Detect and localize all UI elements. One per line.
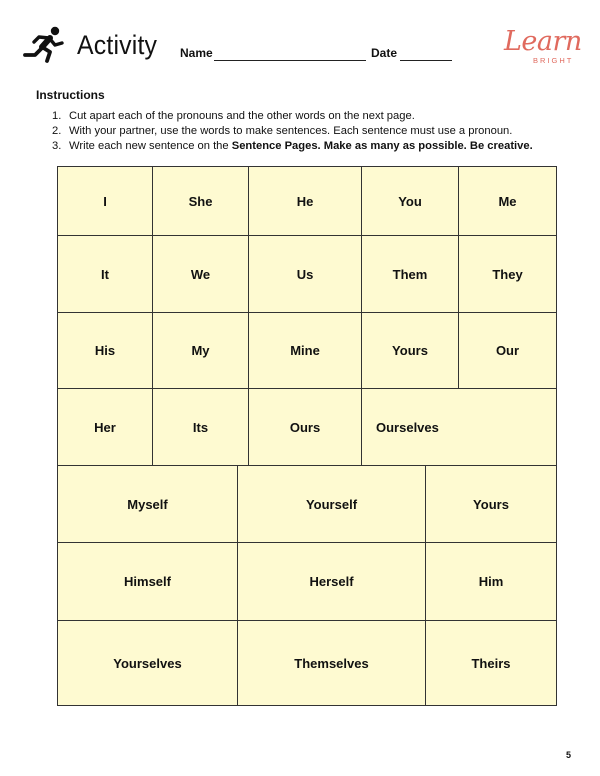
instruction-emphasis: Make as many as possible. Be creative.: [320, 140, 533, 152]
learn-bright-logo: Learn: [504, 26, 582, 57]
word-card[interactable]: Themselves: [238, 621, 426, 705]
word-card[interactable]: Himself: [58, 543, 238, 621]
word-card[interactable]: I: [58, 167, 153, 236]
word-card[interactable]: They: [459, 236, 556, 313]
word-card[interactable]: Our: [459, 313, 556, 389]
name-field[interactable]: [214, 60, 366, 61]
word-card[interactable]: Myself: [58, 466, 238, 543]
word-card[interactable]: Yours: [362, 313, 459, 389]
instruction-item: 2. With your partner, use the words to make sentences. Each sentence must use a pronoun.: [52, 125, 513, 137]
word-card[interactable]: Them: [362, 236, 459, 313]
logo-subtitle: BRIGHT: [533, 56, 574, 65]
word-card[interactable]: Her: [58, 389, 153, 466]
page-number: 5: [566, 750, 572, 760]
activity-title: Activity: [77, 30, 158, 60]
word-card[interactable]: Theirs: [471, 655, 511, 671]
word-card[interactable]: Him: [426, 543, 556, 621]
name-label: Name: [180, 46, 213, 60]
word-card[interactable]: Yourselves: [58, 621, 238, 705]
word-card[interactable]: My: [153, 313, 249, 389]
word-card[interactable]: Yourself: [238, 466, 426, 543]
instruction-item: 3. Write each new sentence on the Sentence Pages. Make as many as possible. Be creative.: [52, 140, 533, 152]
word-card[interactable]: Herself: [238, 543, 426, 621]
instruction-emphasis: Sentence Pages.: [231, 140, 321, 152]
word-card[interactable]: Us: [249, 236, 362, 313]
instructions-list: [52, 109, 533, 154]
instruction-item: 1. Cut apart each of the pronouns and the other words on the next page.: [52, 110, 415, 122]
word-card[interactable]: You: [362, 167, 459, 236]
word-card[interactable]: Mine: [249, 313, 362, 389]
word-card[interactable]: She: [153, 167, 249, 236]
word-card[interactable]: His: [58, 313, 153, 389]
instruction-text: Cut apart each of the pronouns and the other words on the next page.: [69, 110, 415, 122]
running-person-icon: [22, 26, 66, 64]
word-card[interactable]: We: [153, 236, 249, 313]
date-field[interactable]: [400, 60, 452, 61]
word-card[interactable]: He: [249, 167, 362, 236]
worksheet-header: [0, 0, 600, 80]
word-card[interactable]: Yours: [426, 466, 556, 543]
instruction-text: Write each new sentence on the: [69, 140, 232, 152]
word-card[interactable]: Its: [153, 389, 249, 466]
word-card[interactable]: Ours: [249, 389, 362, 466]
word-card[interactable]: Me: [459, 167, 556, 236]
pronoun-card-grid: [57, 166, 557, 706]
instruction-text: With your partner, use the words to make sentences. Each sentence must use a pronoun.: [69, 125, 513, 137]
instructions-heading: Instructions: [36, 88, 105, 102]
word-card[interactable]: Ourselves: [362, 389, 556, 466]
word-card[interactable]: It: [58, 236, 153, 313]
date-label: Date: [371, 46, 398, 60]
